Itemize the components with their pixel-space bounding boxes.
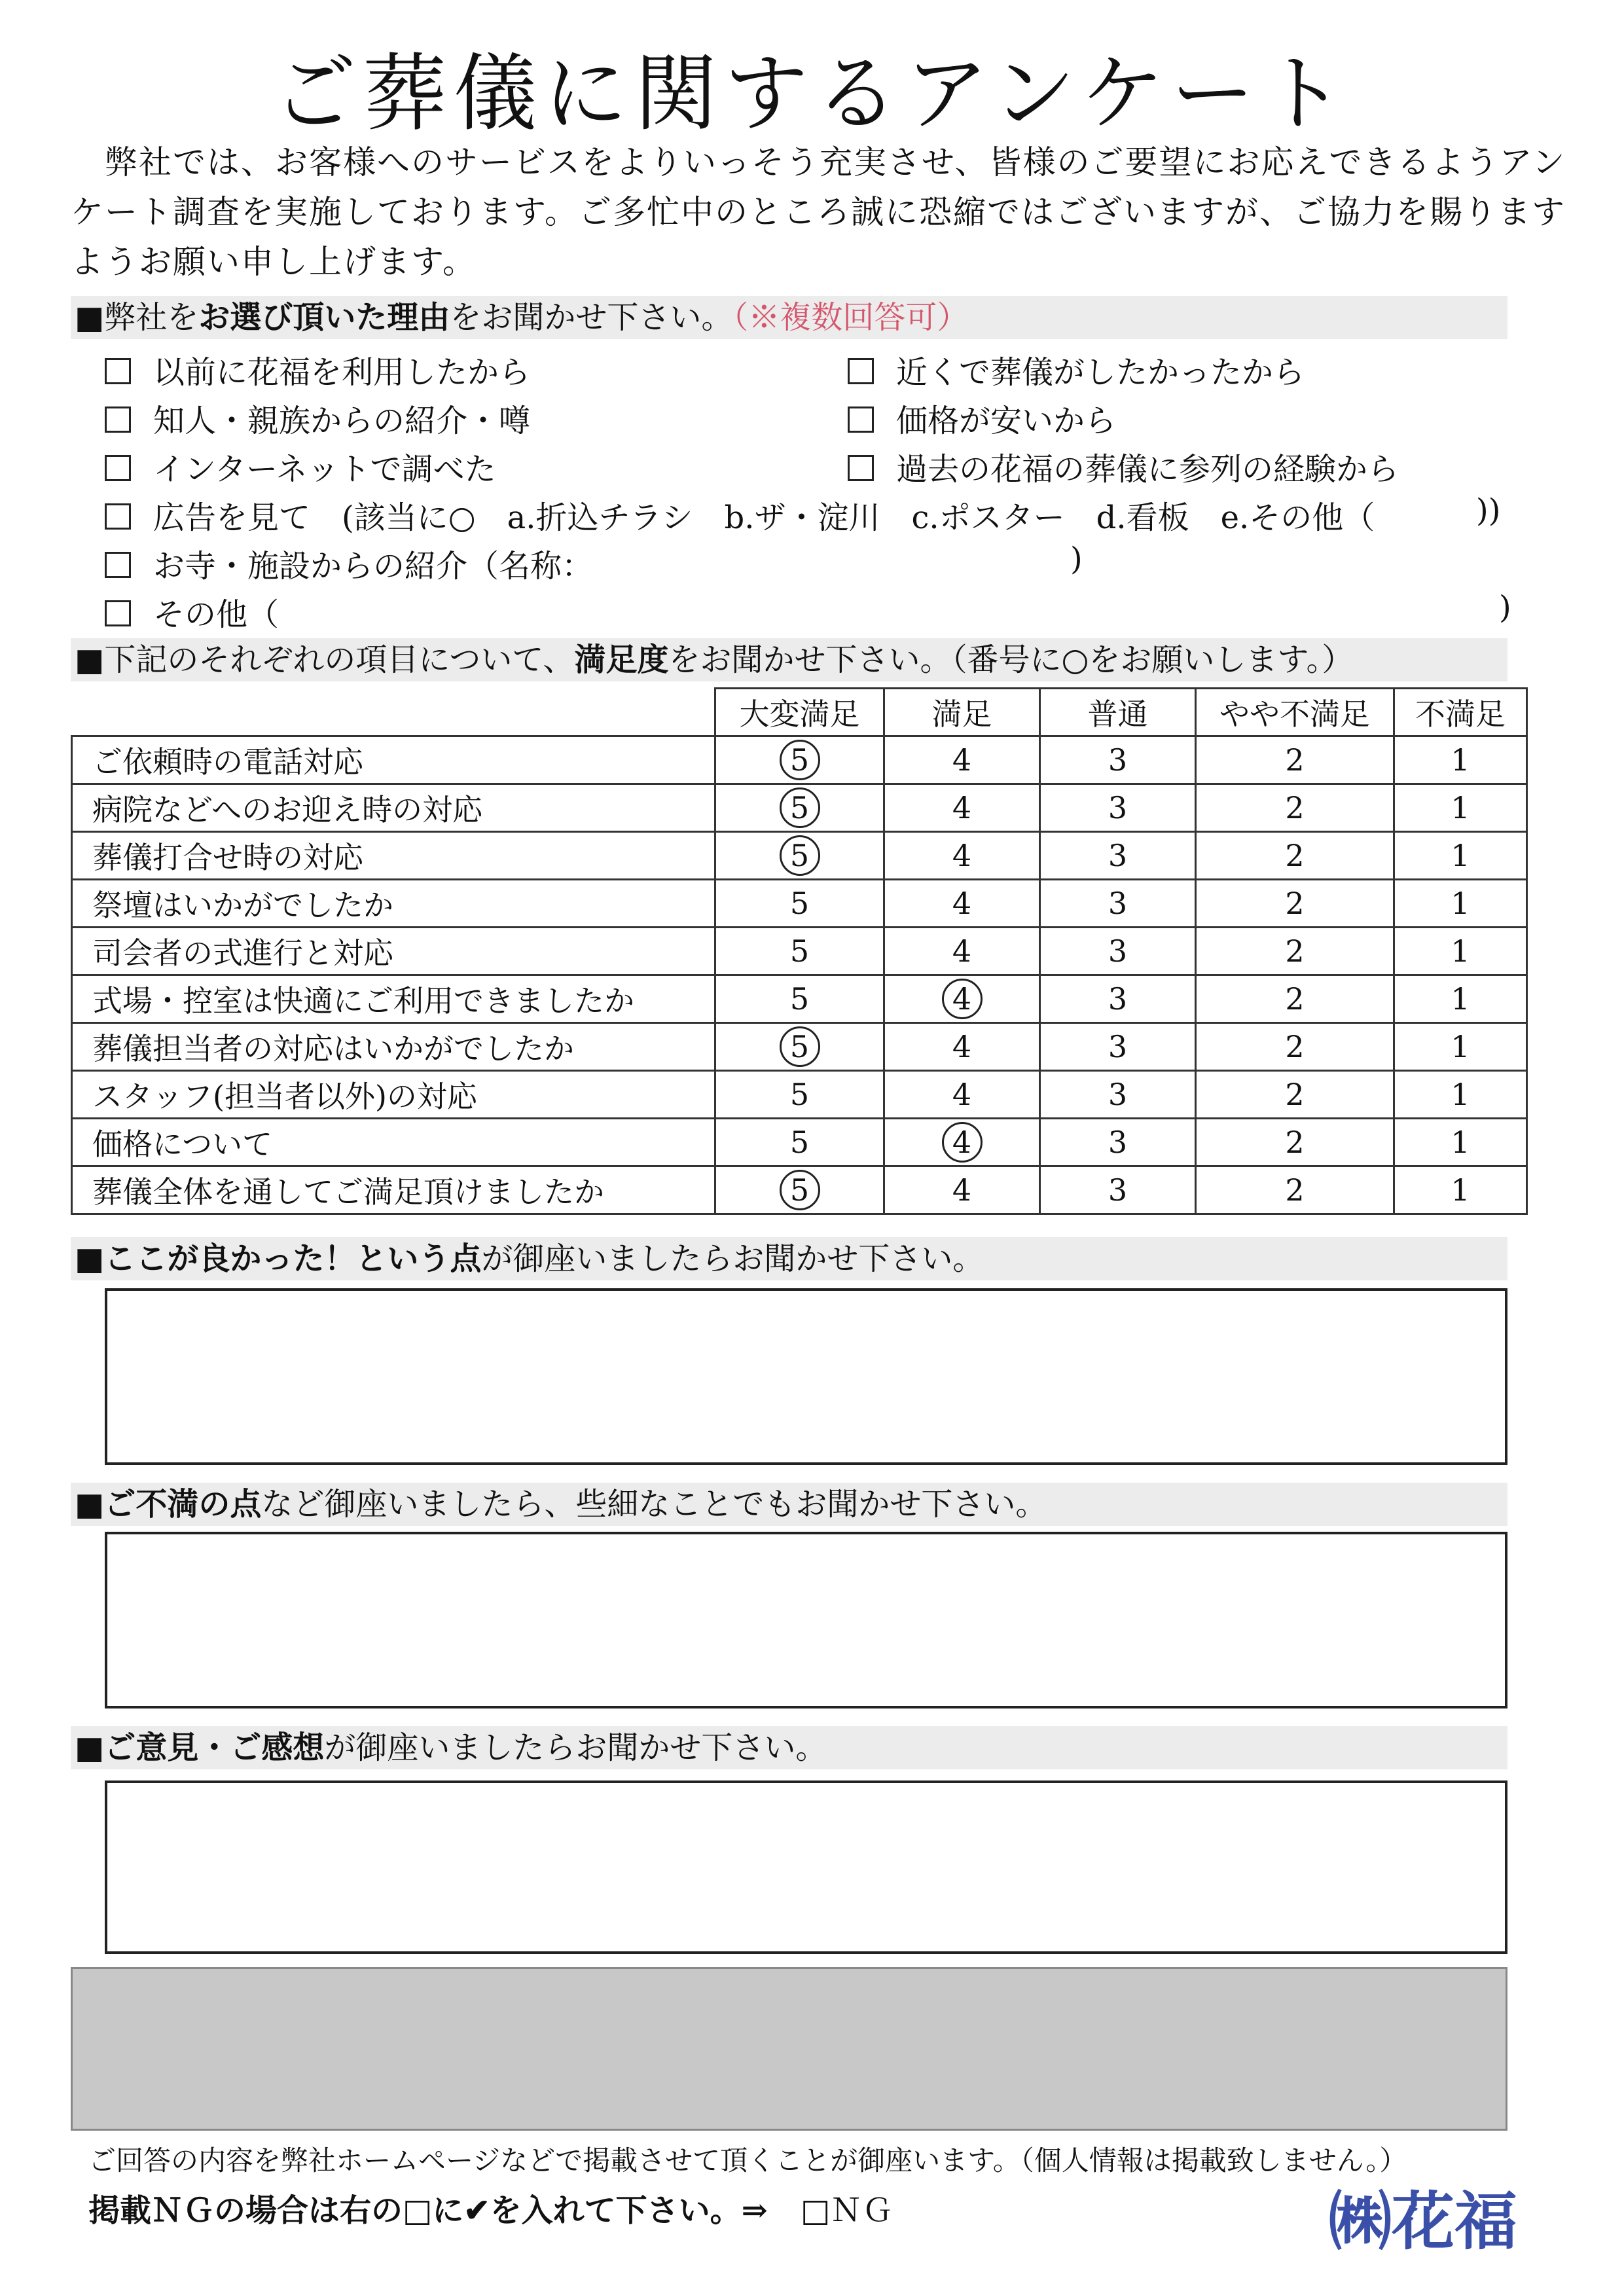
checkbox-icon[interactable] (105, 503, 131, 530)
rating-cell[interactable] (884, 1023, 1040, 1071)
rating-cell[interactable] (1394, 1071, 1527, 1119)
rating-value: 2 (1285, 981, 1305, 1017)
satisfaction-table (71, 687, 1528, 1215)
company-stamp: ㈱花福 (1329, 2185, 1517, 2258)
table-row (72, 928, 1527, 975)
checkbox-icon[interactable] (105, 455, 131, 481)
rating-value: 3 (1108, 1077, 1128, 1112)
footer-notice: ご回答の内容を弊社ホームページなどで掲載させて頂くことが御座います。（個人情報は掲載致しません。） (88, 2144, 1407, 2177)
rating-cell[interactable] (1040, 928, 1196, 975)
rating-cell[interactable] (1040, 1023, 1196, 1071)
checkbox-icon[interactable] (848, 358, 874, 384)
table-row (72, 1119, 1527, 1166)
column-header: 満足 (884, 689, 1040, 736)
rating-cell[interactable] (1040, 975, 1196, 1023)
table-row (72, 1023, 1527, 1071)
rating-value: 5 (789, 886, 810, 921)
table-header-row (72, 689, 1527, 736)
ng-checkbox[interactable]: □ＮＧ (800, 2192, 893, 2229)
rating-cell[interactable] (715, 832, 884, 880)
rating-value: 1 (1451, 790, 1470, 825)
close-paren: ) (1499, 589, 1511, 626)
rating-value: 2 (1285, 1077, 1305, 1112)
rating-value: 5 (789, 981, 810, 1017)
rating-cell[interactable] (884, 832, 1040, 880)
circled-rating: 5 (780, 740, 820, 780)
rating-cell[interactable] (1040, 1071, 1196, 1119)
reason-option-temple[interactable]: お寺・施設からの紹介（名称： (105, 541, 593, 586)
column-header: やや不満足 (1196, 689, 1394, 736)
rating-value: 3 (1108, 1125, 1128, 1160)
rating-cell[interactable] (1040, 1166, 1196, 1214)
close-paren: )) (1476, 492, 1501, 529)
row-item-label: 病院などへのお迎え時の対応 (72, 784, 715, 832)
circled-rating: 5 (780, 835, 820, 876)
rating-value: 3 (1108, 933, 1128, 969)
rating-cell[interactable] (1196, 975, 1394, 1023)
rating-cell[interactable] (1196, 1119, 1394, 1166)
rating-cell[interactable] (1394, 1119, 1527, 1166)
close-paren: ) (1070, 541, 1083, 577)
row-item-label: 祭壇はいかがでしたか (72, 880, 715, 928)
rating-value: 1 (1451, 838, 1470, 873)
rating-cell[interactable] (884, 736, 1040, 784)
reason-option[interactable]: 近くで葬儀がしたかったから (848, 347, 1305, 392)
rating-cell[interactable] (1196, 928, 1394, 975)
circled-rating: 4 (942, 979, 983, 1019)
reason-option-other[interactable]: その他（ (105, 589, 279, 634)
rating-cell[interactable] (884, 928, 1040, 975)
table-row (72, 736, 1527, 784)
rating-value: 1 (1451, 981, 1470, 1017)
rating-value: 2 (1285, 742, 1305, 778)
checkbox-icon[interactable] (848, 455, 874, 481)
page-title: ご葬儀に関するアンケート (272, 45, 1352, 143)
footer-ng-instruction: 掲載ＮＧの場合は右の□に✔を入れて下さい。⇒ □ＮＧ (88, 2192, 893, 2229)
rating-value: 2 (1285, 1029, 1305, 1064)
rating-value: 2 (1285, 1125, 1305, 1160)
rating-value: 1 (1451, 742, 1470, 778)
rating-value: 1 (1451, 1125, 1470, 1160)
circled-rating: 5 (780, 1170, 820, 1210)
rating-value: 1 (1451, 1029, 1470, 1064)
row-item-label: 価格について (72, 1119, 715, 1166)
rating-value: 4 (952, 1077, 972, 1112)
rating-value: 1 (1451, 1172, 1470, 1208)
rating-cell[interactable] (1040, 832, 1196, 880)
section-reason-heading: ■弊社をお選び頂いた理由をお聞かせ下さい。（※複数回答可） (71, 296, 1507, 339)
rating-cell[interactable] (715, 1166, 884, 1214)
circled-rating: 5 (780, 787, 820, 828)
row-item-label: ご依頼時の電話対応 (72, 736, 715, 784)
rating-value: 3 (1108, 1172, 1128, 1208)
rating-cell[interactable] (1040, 880, 1196, 928)
row-item-label: スタッフ(担当者以外)の対応 (72, 1071, 715, 1119)
rating-value: 1 (1451, 933, 1470, 969)
table-row (72, 1166, 1527, 1214)
row-item-label: 司会者の式進行と対応 (72, 928, 715, 975)
rating-cell[interactable] (884, 784, 1040, 832)
row-item-label: 式場・控室は快適にご利用できましたか (72, 975, 715, 1023)
rating-value: 4 (952, 742, 972, 778)
checkbox-icon[interactable] (105, 407, 131, 433)
rating-value: 3 (1108, 838, 1128, 873)
rating-value: 5 (789, 933, 810, 969)
multiple-answer-note: （※複数回答可） (732, 299, 969, 336)
rating-cell[interactable] (715, 1023, 884, 1071)
rating-cell[interactable] (1196, 784, 1394, 832)
rating-cell[interactable] (884, 1166, 1040, 1214)
rating-value: 2 (1285, 933, 1305, 969)
rating-cell[interactable] (1196, 1023, 1394, 1071)
intro-line: ケート調査を実施しております。ご多忙中のところ誠に恐縮ではございますが、ご協力を賜ります (71, 193, 1566, 231)
complaints-textarea[interactable] (105, 1532, 1507, 1708)
rating-cell[interactable] (715, 975, 884, 1023)
rating-cell[interactable] (1040, 736, 1196, 784)
rating-cell[interactable] (1394, 928, 1527, 975)
rating-cell[interactable] (1394, 975, 1527, 1023)
section-bad-heading: ■ご不満の点など御座いましたら、些細なことでもお聞かせ下さい。 (71, 1483, 1507, 1526)
reason-option[interactable]: インターネットで調べた (105, 444, 496, 489)
reason-option[interactable]: 以前に花福を利用したから (105, 347, 530, 392)
checkbox-icon[interactable] (105, 358, 131, 384)
rating-cell[interactable] (715, 1071, 884, 1119)
rating-value: 5 (789, 1077, 810, 1112)
section-opinion-heading: ■ご意見・ご感想が御座いましたらお聞かせ下さい。 (71, 1726, 1507, 1769)
rating-cell[interactable] (1394, 736, 1527, 784)
table-row (72, 832, 1527, 880)
rating-cell[interactable] (1394, 832, 1527, 880)
section-satisfaction-heading: ■下記のそれぞれの項目について、満足度をお聞かせ下さい。（番号に○をお願いします。） (71, 638, 1507, 681)
table-row (72, 1071, 1527, 1119)
intro-line: ようお願い申し上げます。 (71, 243, 477, 281)
rating-cell[interactable] (715, 928, 884, 975)
rating-cell[interactable] (884, 1119, 1040, 1166)
rating-cell[interactable] (1196, 832, 1394, 880)
rating-value: 3 (1108, 742, 1128, 778)
rating-value: 4 (952, 838, 972, 873)
column-header: 不満足 (1394, 689, 1527, 736)
rating-cell[interactable] (1394, 784, 1527, 832)
rating-cell[interactable] (884, 975, 1040, 1023)
row-item-label: 葬儀全体を通してご満足頂けましたか (72, 1166, 715, 1214)
row-item-label: 葬儀担当者の対応はいかがでしたか (72, 1023, 715, 1071)
rating-cell[interactable] (1394, 1166, 1527, 1214)
rating-value: 2 (1285, 838, 1305, 873)
rating-cell[interactable] (884, 1071, 1040, 1119)
table-row (72, 880, 1527, 928)
rating-value: 3 (1108, 981, 1128, 1017)
rating-value: 4 (952, 886, 972, 921)
rating-value: 4 (952, 790, 972, 825)
checkbox-icon[interactable] (848, 407, 874, 433)
rating-cell[interactable] (715, 880, 884, 928)
row-item-label: 葬儀打合せ時の対応 (72, 832, 715, 880)
rating-cell[interactable] (715, 1119, 884, 1166)
rating-value: 5 (789, 1125, 810, 1160)
intro-paragraph (71, 137, 1566, 287)
rating-cell[interactable] (1196, 1071, 1394, 1119)
rating-value: 1 (1451, 1077, 1470, 1112)
rating-value: 2 (1285, 1172, 1305, 1208)
rating-cell[interactable] (1196, 736, 1394, 784)
rating-value: 1 (1451, 886, 1470, 921)
rating-cell[interactable] (1196, 1166, 1394, 1214)
checkbox-icon[interactable] (105, 600, 131, 626)
rating-cell[interactable] (884, 880, 1040, 928)
intro-line: 弊社では、お客様へのサービスをよりいっそう充実させ、皆様のご要望にお応えできるようアン (71, 143, 1566, 181)
reason-option-ad[interactable]: 広告を見て (該当に○ a.折込チラシ b.ザ・淀川 c.ポスター d.看板 e.その他（ (105, 492, 1375, 537)
circled-rating: 5 (780, 1026, 820, 1067)
redacted-area (71, 1967, 1507, 2131)
rating-cell[interactable] (1394, 880, 1527, 928)
opinion-textarea[interactable] (105, 1780, 1507, 1954)
reason-option[interactable]: 知人・親族からの紹介・噂 (105, 395, 530, 441)
rating-value: 4 (952, 933, 972, 969)
column-header: 大変満足 (715, 689, 884, 736)
rating-value: 3 (1108, 790, 1128, 825)
table-row (72, 975, 1527, 1023)
good-points-textarea[interactable] (105, 1288, 1507, 1465)
rating-cell[interactable] (1394, 1023, 1527, 1071)
rating-value: 2 (1285, 886, 1305, 921)
rating-value: 4 (952, 1029, 972, 1064)
reason-option[interactable]: 価格が安いから (848, 395, 1116, 441)
rating-value: 3 (1108, 1029, 1128, 1064)
reason-option[interactable]: 過去の花福の葬儀に参列の経験から (848, 444, 1399, 489)
rating-cell[interactable] (715, 736, 884, 784)
circled-rating: 4 (942, 1122, 983, 1163)
table-row (72, 784, 1527, 832)
checkbox-icon[interactable] (105, 552, 131, 578)
rating-value: 3 (1108, 886, 1128, 921)
rating-cell[interactable] (715, 784, 884, 832)
rating-value: 2 (1285, 790, 1305, 825)
rating-value: 4 (952, 1172, 972, 1208)
rating-cell[interactable] (1040, 784, 1196, 832)
column-header: 普通 (1040, 689, 1196, 736)
section-good-heading: ■ここが良かった！という点が御座いましたらお聞かせ下さい。 (71, 1237, 1507, 1280)
rating-cell[interactable] (1040, 1119, 1196, 1166)
rating-cell[interactable] (1196, 880, 1394, 928)
